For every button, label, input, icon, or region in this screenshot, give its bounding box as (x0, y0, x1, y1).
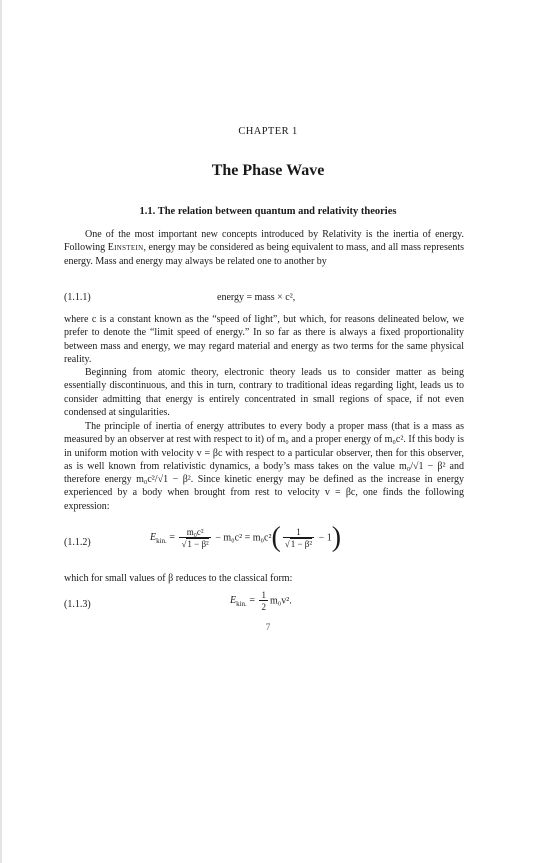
section-title: 1.1. The relation between quantum and relativity theories (139, 206, 397, 217)
paragraph-intro-part-a: One of the most important new concepts introduced by Relativity is the inertia of energy. Following (64, 229, 464, 254)
chapter-title: The Phase Wave (211, 162, 325, 179)
equation-1-1-2 (64, 522, 464, 564)
equation-number: (1.1.3) (64, 599, 91, 610)
equation-number: (1.1.1) (64, 292, 91, 303)
paragraph-intro (64, 228, 464, 268)
page-number: 7 (265, 622, 271, 632)
fraction: $\frac{1}{2}$ (261, 590, 266, 612)
paragraph-inertia-of-energy: The principle of inertia of energy attributes to every body a proper mass (that is a mass as measured by an observer at rest with respect to it) of m₀ and a proper energy of m₀c². If this body is in uniform motion with velocity v = βc with respect to a particular observer, then for this observer, as is well known from relativistic dynamics, a body’s mass takes on the value m₀/√1 − β² and therefore energy m₀c²/√1 − β². Since kinetic energy may be defined as the increase in energy experienced by a body when brought from rest to velocity v = βc, one finds the following expression: (64, 421, 464, 512)
fraction: $\frac{\text{m₀c²}}{\text{√1 − β²}}$ (181, 527, 209, 549)
paragraph-speed-of-light: where c is a constant known as the “speed of light”, but which, for reasons delineated below, we prefer to denote the “limit speed of energy.” In so far as there is always a fixed proportionality between mass and energy, we may regard material and energy as two terms for the same physical reality. (64, 314, 464, 365)
equation-body (230, 590, 292, 612)
equation-body: energy = mass × c², (217, 292, 296, 303)
paragraph-classical-limit: which for small values of β reduces to the classical form: (64, 573, 293, 584)
equation-lhs: $E_{kin.}$ = (230, 594, 255, 608)
equation-middle: − m₀c² = m₀c² (212, 532, 272, 544)
author-name: Einstein (107, 242, 144, 254)
equation-tail: − 1 (316, 532, 332, 544)
paragraph-intro-part-b: , energy may be considered as being equivalent to mass, and all mass represents energy. Mass and energy may always be related one to another by (64, 242, 464, 267)
equation-rhs: m₀v². (269, 595, 292, 607)
equation-number: (1.1.2) (64, 537, 91, 548)
fraction: $\frac{1}{\text{√1 − β²}}$ (284, 527, 313, 549)
equation-lhs: $E_{kin.}$ = (150, 531, 175, 545)
paragraph-atomic-theory: Beginning from atomic theory, electronic theory leads us to consider matter as being essentially discontinuous, and this in turn, contrary to traditional ideas regarding light, leads us to consider admitting that energy is entirely concentrated in small regions of space, if not even condensed at singularities. (64, 367, 464, 418)
equation-1-1-3 (64, 592, 464, 622)
equation-body: $E_{kin.}$ = $\frac{\text{m₀c²}}{\text{√1 − β²}}$ − m₀c² = m₀c²( $\frac{1}{\text{√1 − β²}}$ − 1) (150, 522, 342, 553)
chapter-label: CHAPTER 1 (238, 126, 298, 137)
